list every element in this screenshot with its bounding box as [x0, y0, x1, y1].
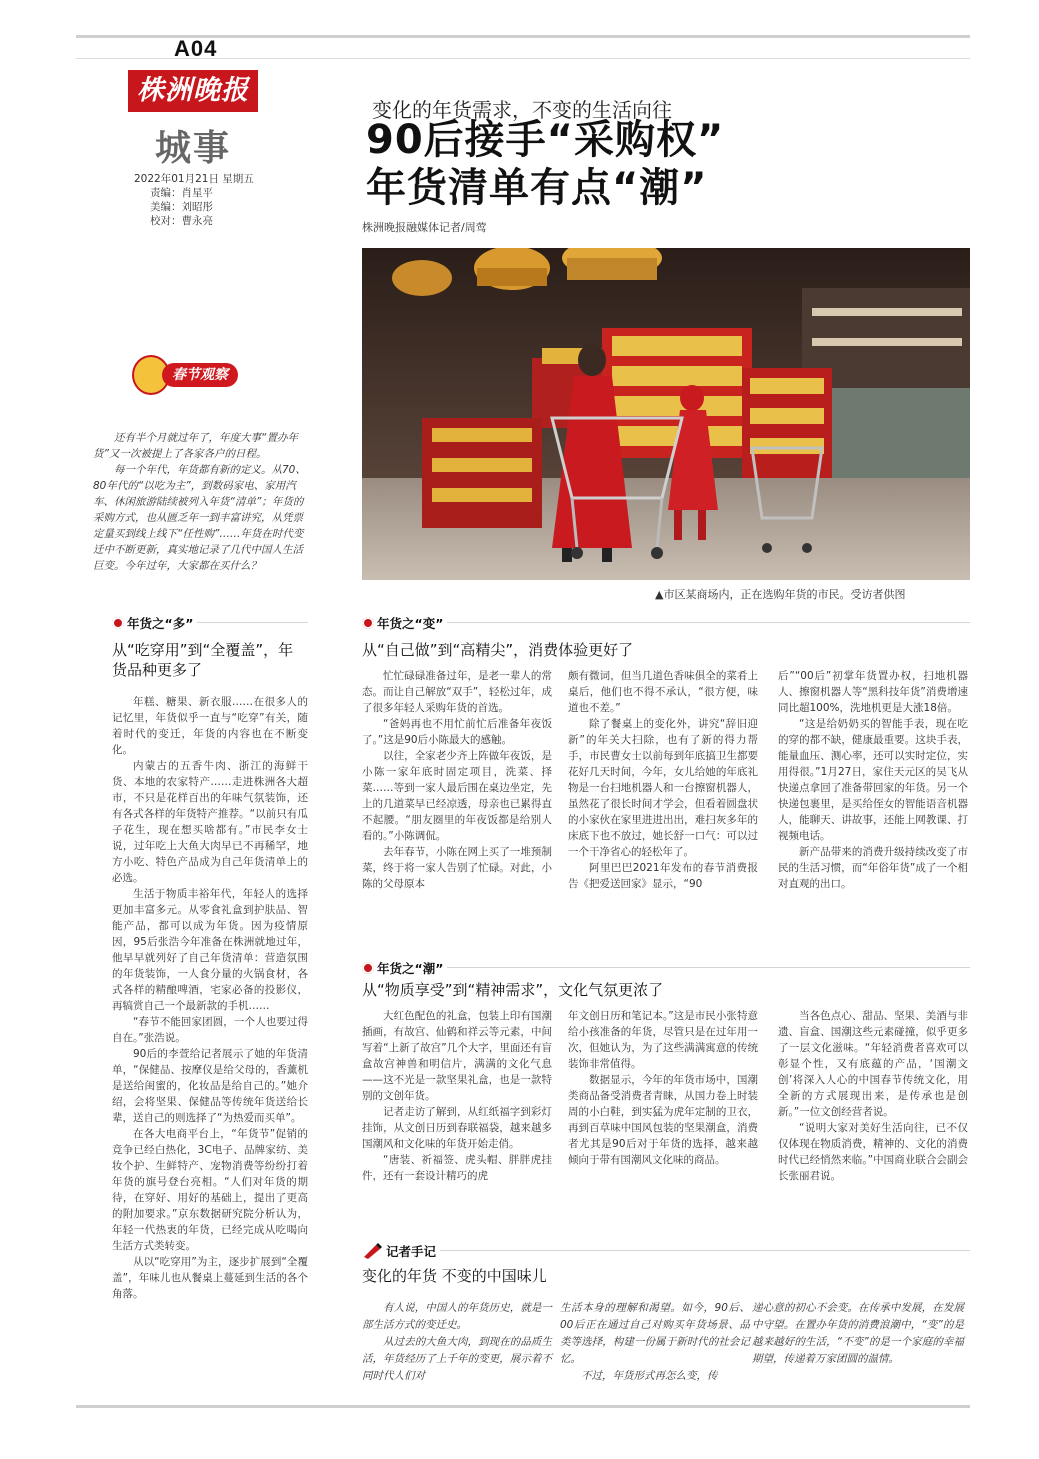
intro-paragraph: 还有半个月就过年了，年度大事“置办年货”又一次被提上了各家各户的日程。 [93, 432, 298, 460]
photo-caption: ▲市区某商场内，正在选购年货的市民。受访者供图 [655, 588, 906, 601]
section-dot-icon [362, 617, 374, 629]
byline: 株洲晚报融媒体记者/周莺 [362, 221, 487, 234]
body-paragraph: 后”“00后”初掌年货置办权，扫地机器人、擦窗机器人等“黑科技年货”消费增速同比超100%，洗地机更是大涨18倍。 [778, 670, 968, 714]
section-title: 城事 [155, 127, 232, 169]
body-paragraph: 记者走访了解到，从红纸福字到彩灯挂饰，从文创日历到春联福袋，越来越多国潮风和文化味的年货开始走俏。 [362, 1106, 552, 1150]
note-paragraph: 生活本身的理解和渴望。如今，90后、00后正在通过自己对购买年货场景、品类等选择，构建一份属于新时代的社会记忆。 [560, 1302, 750, 1365]
section-dot-icon [112, 617, 124, 629]
body-paragraph: 当各色点心、甜品、坚果、美酒与非遗、盲盒、国潮这些元素碰撞，似乎更多了一层文化滋味。“年轻消费者喜欢可以彰显个性，又有底蕴的产品，‘国潮文创’将深入人心的中国春节传统文化，用全新的方式展现出来，是传承也是创新。”一位文创经营者说。 [778, 1010, 968, 1118]
article-kicker: 变化的年货需求，不变的生活向往 [372, 98, 672, 122]
note-paragraph: 递心意的初心不会变。在传承中发展，在发展中守望。在置办年货的消费浪潮中，“变”的是越来越好的生活，“不变”的是一个家庭的幸福期望，传递着万家团圆的温情。 [752, 1302, 964, 1365]
section-tag-label: 年货之“多” [127, 616, 194, 631]
body-paragraph: 新产品带来的消费升级持续改变了市民的生活习惯，而“年俗年货”成了一个相对直观的出口。 [778, 846, 968, 890]
body-paragraph: “爸妈再也不用忙前忙后准备年夜饭了。”这是90后小陈最大的感触。 [362, 718, 552, 746]
section-subtitle-duo: 从“吃穿用”到“全覆盖”，年货品种更多了 [112, 641, 294, 679]
headline-line-2: 年货清单有点“潮” [366, 165, 708, 211]
proof-credit: 校对：曹永亮 [150, 215, 213, 227]
note-paragraph: 从过去的大鱼大肉，到现在的品质生活，年货经历了上千年的变更，展示着不同时代人们对 [362, 1336, 552, 1382]
section-divider [362, 967, 970, 968]
page-number: A04 [174, 36, 218, 61]
section-subtitle-chao: 从“物质享受”到“精神需求”，文化气氛更浓了 [362, 981, 664, 999]
body-paragraph: “说明大家对美好生活向往，已不仅仅体现在物质消费，精神的、文化的消费时代已经悄然来临。”中国商业联合会副会长张丽君说。 [778, 1122, 968, 1182]
issue-date: 2022年01月21日 星期五 [134, 173, 254, 185]
body-paragraph: 忙忙碌碌准备过年，是老一辈人的常态。而让自己解放“双手”，轻松过年，成了很多年轻人采购年货的首选。 [362, 670, 552, 714]
note-tag-label: 记者手记 [386, 1244, 437, 1259]
body-paragraph: 颇有微词，但当几道色香味俱全的菜肴上桌后，他们也不得不承认，“很方便，味道也不差。” [568, 670, 758, 714]
spring-festival-badge [132, 355, 242, 395]
section-dot-icon [362, 962, 374, 974]
body-paragraph: 数据显示，今年的年货市场中，国潮类商品备受消费者青睐，从国力卷上时装周的小白鞋，到实猛为虎年定制的卫衣，再到百草味中国风包装的坚果潮盒，消费者尤其是90后对于年货的选择，越来越倾向于带有国潮风文化味的商品。 [568, 1074, 758, 1166]
section-tag-chao [362, 959, 447, 977]
section-tag-label: 年货之“潮” [377, 961, 444, 976]
supermarket-scene-image [362, 248, 970, 580]
note-paragraph: 有人说，中国人的年货历史，就是一部生活方式的变迁史。 [362, 1302, 552, 1331]
section-tag-duo [112, 614, 197, 632]
bottom-rule [76, 1405, 970, 1408]
pen-icon [362, 1241, 384, 1259]
note-body-col1 [362, 1300, 552, 1385]
body-paragraph: 年文创日历和笔记本。”这是市民小张特意给小孩准备的年货，尽管只是在过年用一次，但她认为，为了这些满满寓意的传统装饰非常值得。 [568, 1010, 758, 1070]
badge-label: 春节观察 [162, 363, 238, 387]
body-paragraph: 90后的李萱给记者展示了她的年货清单，“保健品、按摩仪是给父母的，香薰机是送给闺蜜的，化妆品是给自己的。”她介绍，会将坚果、保健品等传统年货送给长辈，送自己的则选择了“为热爱而买单”。 [112, 1048, 308, 1124]
note-paragraph: 不过，年货形式再怎么变，传 [581, 1370, 718, 1382]
section-body-bian-col3 [778, 668, 968, 892]
section-tag-bian [362, 614, 447, 632]
headline-line-1: 90后接手“采购权” [366, 117, 725, 163]
section-tag-label: 年货之“变” [377, 616, 444, 631]
note-body-col3 [752, 1300, 964, 1368]
body-paragraph: 去年春节，小陈在网上买了一堆预制菜，终于将一家人告别了忙碌。对此，小陈的父母原本 [362, 846, 552, 890]
body-paragraph: 从以“吃穿用”为主，逐步扩展到“全覆盖”，年味儿也从餐桌上蔓延到生活的各个角落。 [112, 1256, 308, 1300]
section-body-chao-col2 [568, 1008, 758, 1168]
note-tag [362, 1241, 440, 1260]
body-paragraph: 年糕、糖果、新衣服……在很多人的记忆里，年货似乎一直与“吃穿”有关，随着时代的变迁，年货的内容也在不断变化。 [112, 696, 308, 756]
editor-credit: 责编：肖星平 [150, 187, 213, 199]
section-body-bian-col2 [568, 668, 758, 892]
body-paragraph: 大红色配色的礼盒，包装上印有国潮插画，有故宫、仙鹤和祥云等元素，中间写着“上新了故宫”几个大字，里面还有盲盒故宫神兽和明信片，满满的文化气息——这不光是一款坚果礼盒，也是一款特别的文创年货。 [362, 1010, 552, 1102]
section-subtitle-bian: 从“自己做”到“高精尖”，消费体验更好了 [362, 641, 634, 659]
section-divider [362, 622, 970, 623]
designer-credit: 美编：刘昭彤 [150, 201, 213, 213]
section-divider [362, 1250, 970, 1251]
body-paragraph: 生活于物质丰裕年代，年轻人的选择更加丰富多元。从零食礼盒到护肤品、智能产品，都可以成为年货。因为疫情原因，95后张浩今年准备在株洲就地过年，他早早就列好了自己年货清单：营造氛围的年货装饰，一人食分量的火锅食材，各式各样的精酿啤酒，宅家必备的投影仪，再犒赏自己一个最新款的手机…… [112, 888, 308, 1012]
body-paragraph: 内蒙古的五香牛肉、浙江的海鲜干货、本地的农家特产……走进株洲各大超市，不只是花样百出的年味气氛装饰，还有各式各样的年货特产推荐。“以前只有瓜子花生，现在想买啥都有。”市民李女士说，过年吃上大鱼大肉早已不再稀罕，地方小吃、特色产品成为自己年货清单上的必选。 [112, 760, 308, 884]
article-headline [366, 116, 724, 212]
note-body-col2 [560, 1300, 750, 1385]
body-paragraph: 阿里巴巴2021年发布的春节消费报告《把爱送回家》显示，“90 [568, 862, 758, 890]
section-body-duo [112, 694, 308, 1302]
body-paragraph: “这是给奶奶买的智能手表，现在吃的穿的都不缺，健康最重要。这块手表，能量血压、测心率，还可以实时定位，实用得很。”1月27日，家住天元区的吴飞从快递点拿回了准备带回家的年货。另一个快递包裹里，是买给侄女的智能语音机器人，能聊天、讲故事，还能上网教课、打视频电话。 [778, 718, 968, 842]
body-paragraph: 在各大电商平台上，“年货节”促销的竞争已经白热化，3C电子、品牌家纺、美妆个护、生鲜特产、宠物消费等纷纷打着年货的旗号登台亮相。“人们对年货的期待，在穿好、用好的基础上，提出了更高的附加要求。”京东数据研究院分析认为，年轻一代热衷的年货，已经完成从吃喝向生活方式类转变。 [112, 1128, 308, 1252]
body-paragraph: 除了餐桌上的变化外，讲究“辞旧迎新”的年关大扫除，也有了新的得力帮手，市民曹女士以前每到年底搞卫生都要花好几天时间，今年，女儿给她的年底礼物是一台扫地机器人和一台擦窗机器人，虽然花了很长时间才学会，但看着圆盘状的小家伙在家里进进出出，难扫灰多年的床底下也不放过，她长舒一口气：可以过一个干净省心的轻松年了。 [568, 718, 758, 858]
article-intro [93, 430, 307, 574]
section-body-chao-col1 [362, 1008, 552, 1184]
body-paragraph: 以往，全家老少齐上阵做年夜饭，是小陈一家年底时固定项目，洗菜、择菜……等到一家人最后围在桌边坐定，先上的几道菜早已经凉透，母亲也已累得直不起腰。“朋友圈里的年夜饭都是给别人看的。”小陈调侃。 [362, 750, 552, 842]
section-body-chao-col3 [778, 1008, 968, 1184]
newspaper-logo: 株洲晚报 [128, 70, 258, 112]
article-photo [362, 248, 970, 580]
body-paragraph: “唐装、祈福签、虎头帽、胖胖虎挂件，还有一套设计精巧的虎 [362, 1154, 552, 1182]
intro-paragraph: 每一个年代，年货都有新的定义。从70、80年代的“以吃为主”，到数码家电、家用汽车、休闲旅游陆续被列入年货“清单”；年货的采购方式，也从匮乏年一到丰富讲究，从凭票定量买到线上线下“任性购”……年货在时代变迁中不断更新，真实地记录了几代中国人生活巨变。今年过年，大家都在买什么？ [93, 464, 306, 572]
body-paragraph: “春节不能回家团圆，一个人也要过得自在。”张浩说。 [112, 1016, 308, 1044]
note-title: 变化的年货 不变的中国味儿 [362, 1267, 547, 1285]
section-body-bian-col1 [362, 668, 552, 892]
